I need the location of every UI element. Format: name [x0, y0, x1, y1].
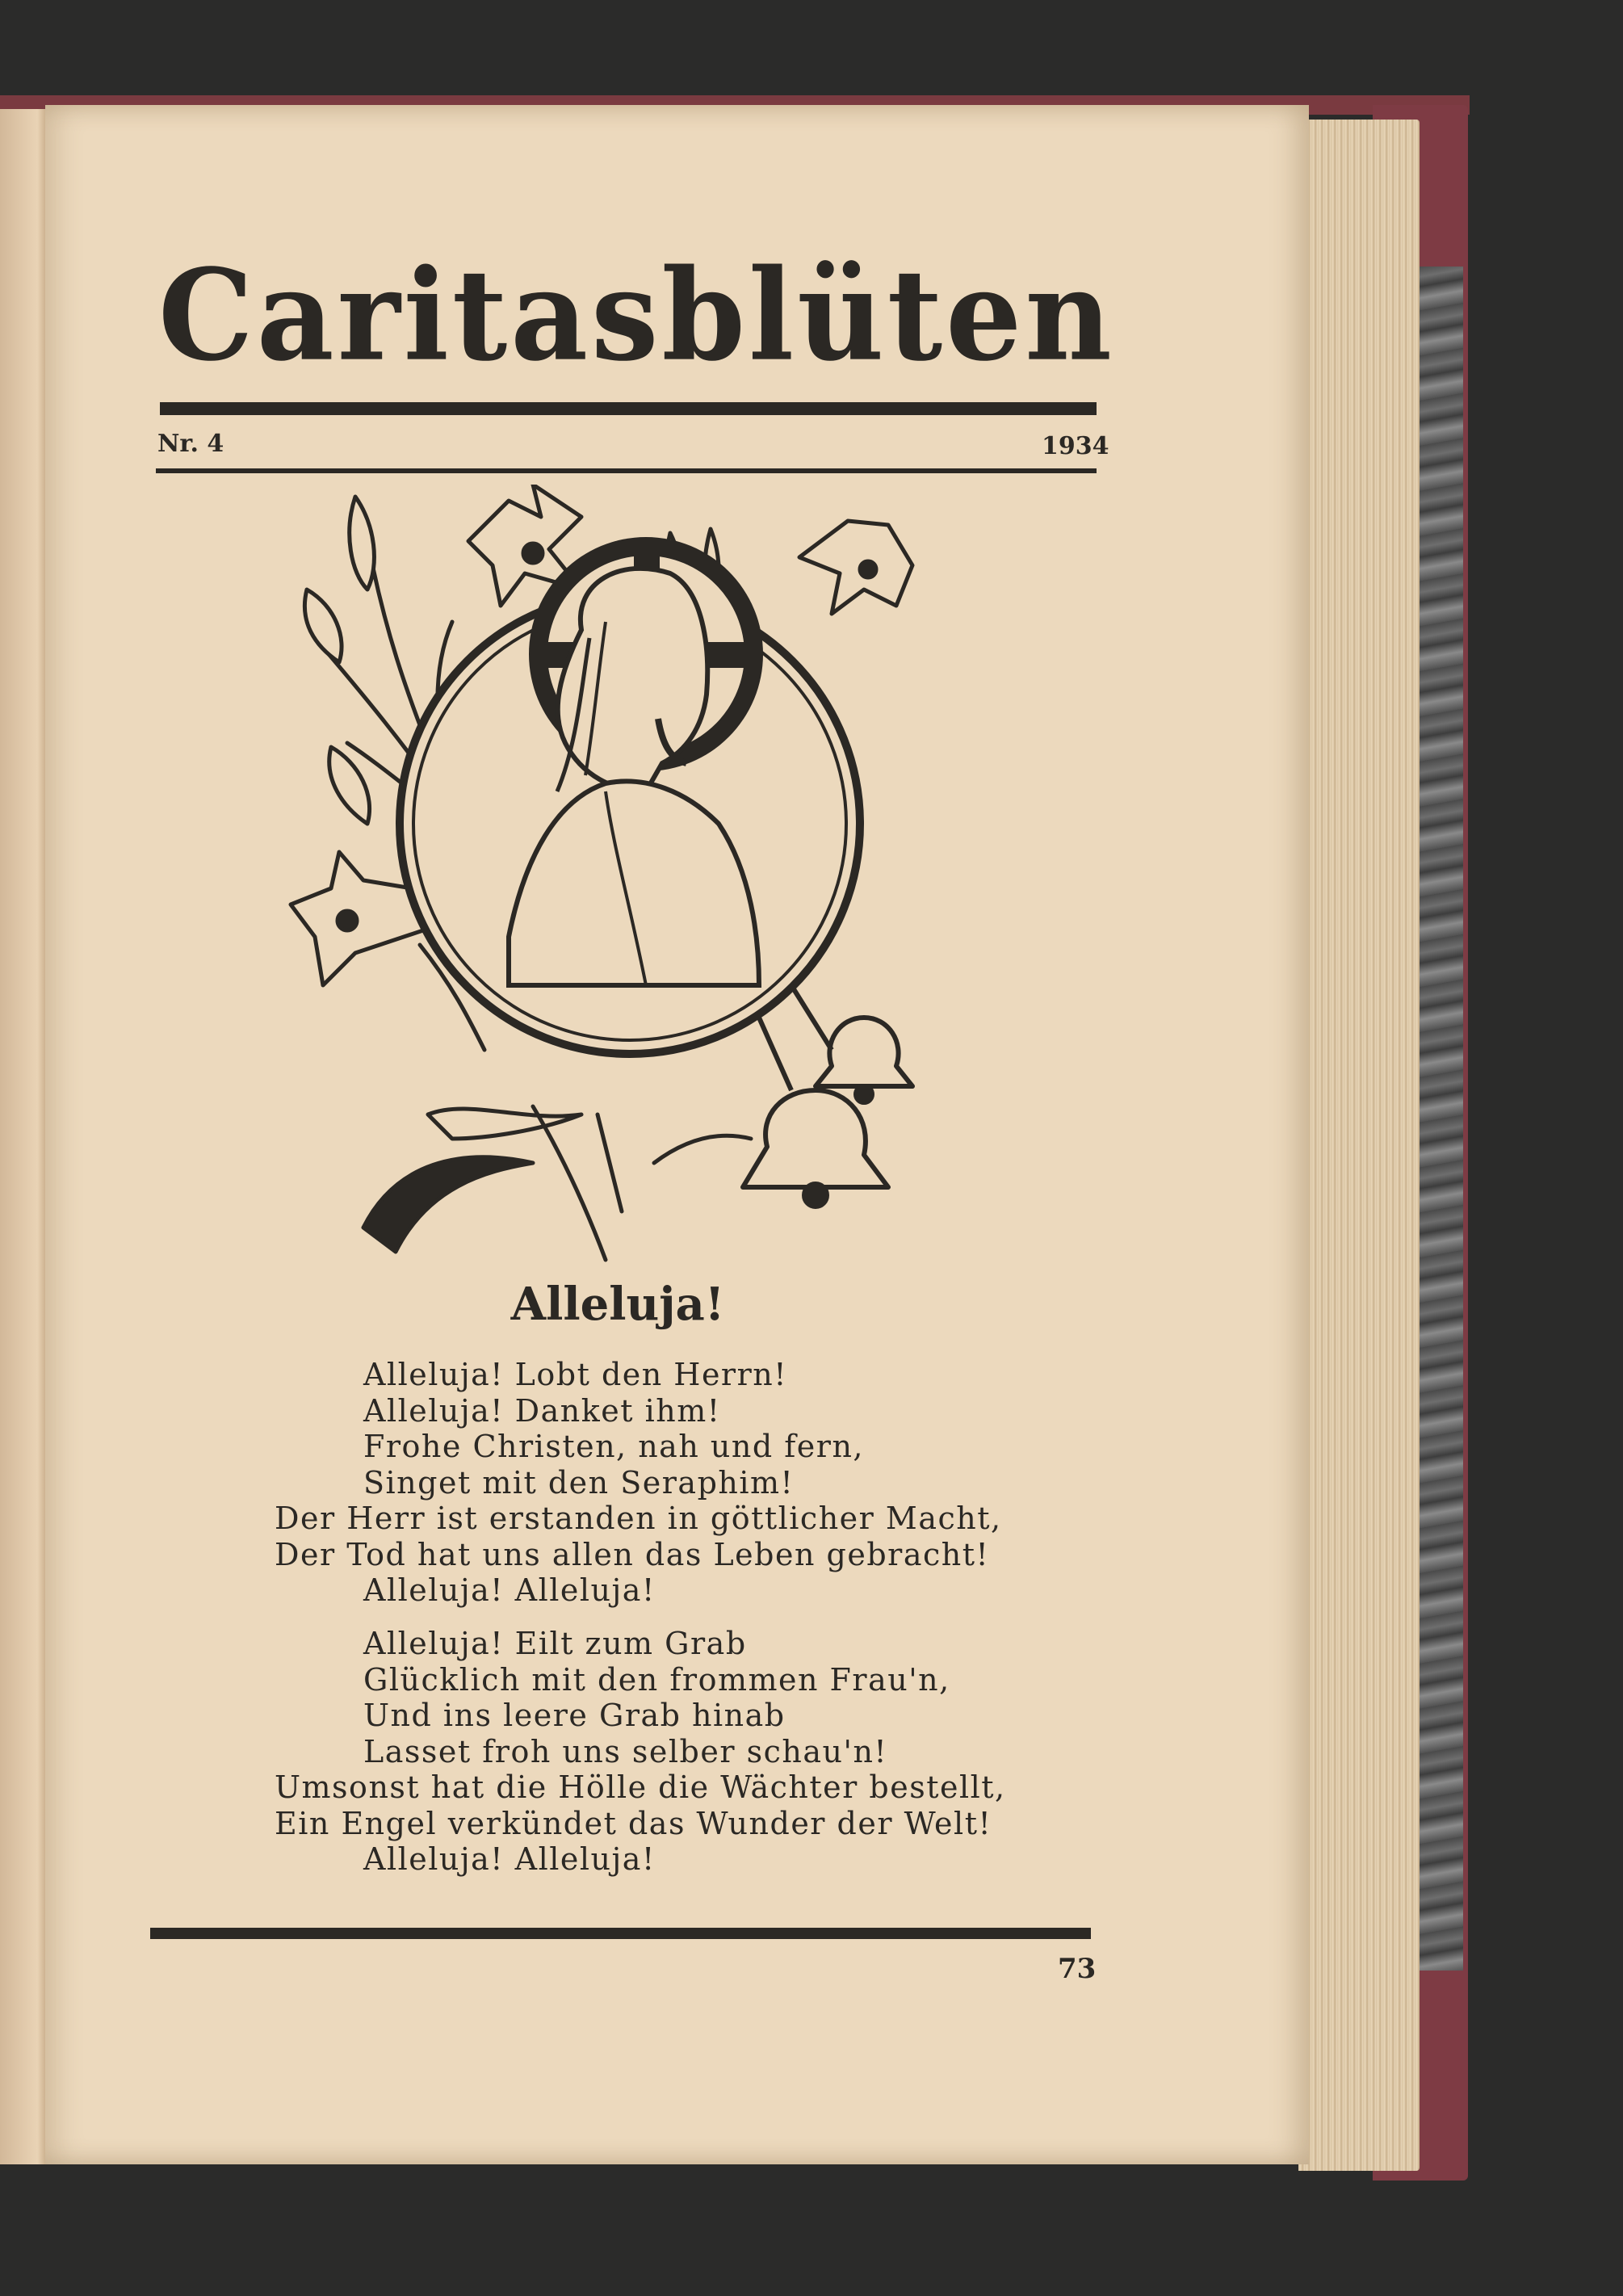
poem-line: Frohe Christen, nah und fern,	[363, 1429, 865, 1464]
issue-year: 1934	[1042, 432, 1109, 460]
page-stack-edge	[1298, 120, 1420, 2171]
poem-line: Alleluja! Alleluja!	[363, 1841, 656, 1877]
poem-line: Alleluja! Danket ihm!	[363, 1392, 721, 1429]
poem-line: Ein Engel verkündet das Wunder der Welt!	[275, 1805, 992, 1841]
masthead-rule-thin	[156, 468, 1097, 473]
marbled-cover-edge	[1413, 267, 1463, 1971]
poem-line: Singet mit den Seraphim!	[363, 1464, 795, 1501]
poem-line: Der Tod hat uns allen das Leben gebracht!	[275, 1536, 990, 1572]
poem-line: Der Herr ist erstanden in göttlicher Macht,	[275, 1501, 1002, 1536]
poem-line: Glücklich mit den frommen Frau'n,	[363, 1661, 950, 1698]
poem-line: Alleluja! Alleluja!	[363, 1572, 656, 1608]
poem-line: Alleluja! Lobt den Herrn!	[363, 1357, 788, 1392]
facing-page-edge	[0, 109, 47, 2164]
issue-number: Nr. 4	[157, 430, 224, 458]
poem-line: Lasset froh uns selber schau'n!	[363, 1733, 888, 1769]
poem-line: Alleluja! Eilt zum Grab	[363, 1626, 747, 1661]
christ-medallion-illustration	[266, 485, 993, 1268]
poem-line: Und ins leere Grab hinab	[363, 1698, 786, 1733]
page-number: 73	[1058, 1953, 1097, 1985]
poem-stanza-1	[275, 1357, 1082, 1609]
poem-stanza-2	[275, 1626, 1082, 1878]
masthead-rule-thick	[160, 402, 1097, 415]
footer-rule	[150, 1928, 1091, 1939]
poem-title: Alleluja!	[510, 1278, 725, 1331]
poem-line: Umsonst hat die Hölle die Wächter bestellt,	[275, 1769, 1006, 1805]
masthead-title: Caritasblüten	[158, 241, 1115, 389]
